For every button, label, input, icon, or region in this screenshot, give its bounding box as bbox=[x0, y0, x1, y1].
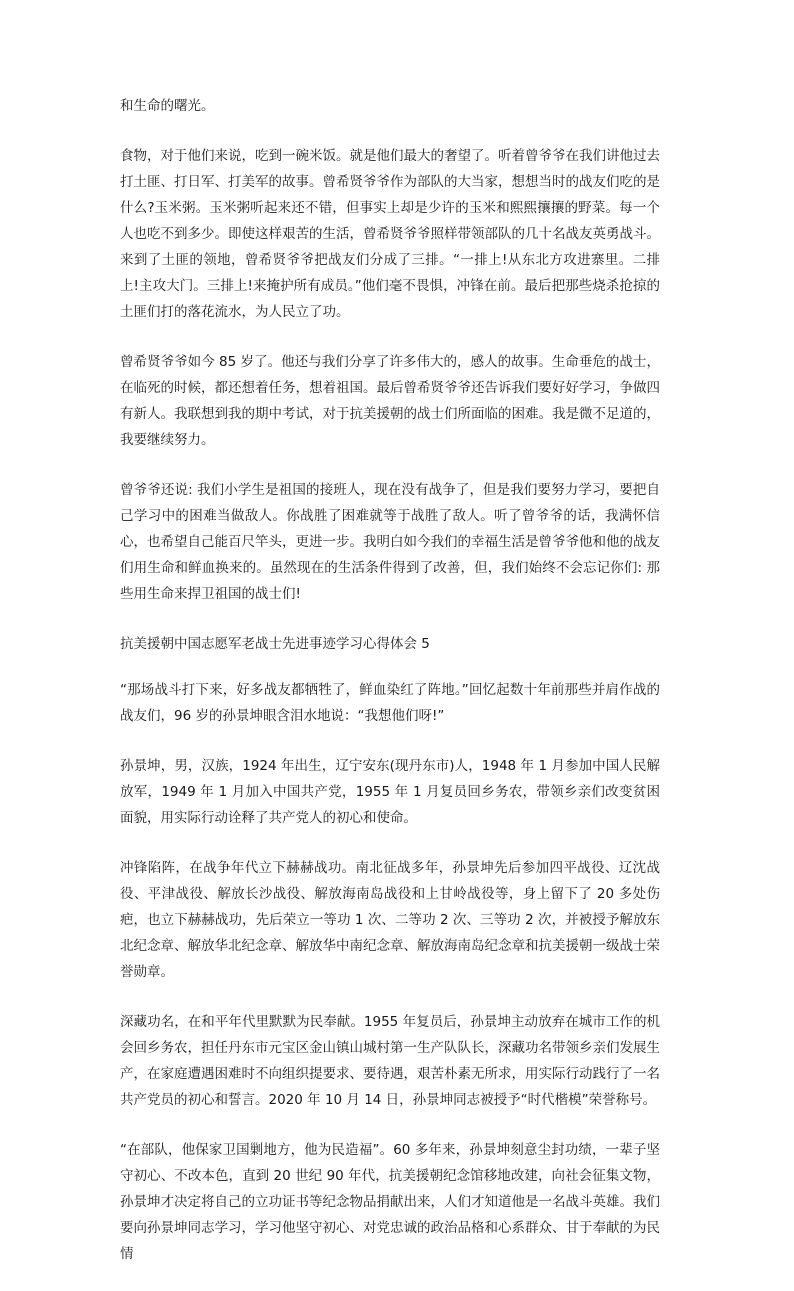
paragraph-closing-line: 和生命的曙光。 bbox=[120, 98, 215, 114]
paragraph-food-story: 食物，对于他们来说，吃到一碗米饭。就是他们最大的奢望了。听着曾爷爷在我们讲他过去打土匪、打日军、打美军的故事。曾希贤爷爷作为部队的大当家，想想当时的战友们吃的是什么?玉米粥。玉米粥听起来还不错，但事实上却是少许的玉米和熙熙攘攘的野菜。每一个人也吃不到多少。即使这样艰苦的生活，曾希贤爷爷照样带领部队的几十名战友英勇战斗。来到了土匪的领地，曾希贤爷爷把战友们分成了三排。“一排上!从东北方攻进寨里。二排上!主攻大门。三排上!来掩护所有成员。”他们毫不畏惧，冲锋在前。最后把那些烧杀抢掠的土匪们打的落花流水，为人民立了功。 bbox=[120, 148, 660, 320]
paragraph-learn-from-him: “在部队，他保家卫国剿地方，他为民造福”。60 多年来，孙景坤刻意尘封功绩，一辈子坚守初心、不改本色，直到 20 世纪 90 年代，抗美援朝纪念馆移地改建，向社会征集文物，孙景坤才决定将自己的立功证书等纪念物品捐献出来，人们才知道他是一名战斗英雄。我们要向孙景坤同志学习，学习他坚守初心、对党忠诚的政治品格和心系群众、甘于奉献的为民情 bbox=[120, 1142, 660, 1262]
document-body bbox=[120, 93, 660, 1291]
paragraph-biography: 孙景坤，男，汉族，1924 年出生，辽宁安东(现丹东市)人，1948 年 1 月参加中国人民解放军，1949 年 1 月加入中国共产党，1955 年 1 月复员回乡务农，带领乡亲们改变贫困面貌，用实际行动诠释了共产党人的初心和使命。 bbox=[120, 758, 660, 826]
paragraph-peacetime-service: 深藏功名，在和平年代里默默为民奉献。1955 年复员后，孙景坤主动放弃在城市工作的机会回乡务农，担任丹东市元宝区金山镇山城村第一生产队队长，深藏功名带领乡亲们发展生产，在家庭遭遇困难时不向组织提要求、要待遇，艰苦朴素无所求，用实际行动践行了一名共产党员的初心和誓言。2020 年 10 月 14 日，孙景坤同志被授予“时代楷模”荣誉称号。 bbox=[120, 1014, 660, 1108]
paragraph-grandpa-stories: 曾希贤爷爷如今 85 岁了。他还与我们分享了许多伟大的，感人的故事。生命垂危的战士，在临死的时候，都还想着任务，想着祖国。最后曾希贤爷爷还告诉我们要好好学习，争做四有新人。我联想到我的期中考试，对于抗美援朝的战士们所面临的困难。我是微不足道的，我要继续努力。 bbox=[120, 354, 660, 448]
paragraph-battle-memory: “那场战斗打下来，好多战友都牺牲了，鲜血染红了阵地。”回忆起数十年前那些并肩作战的战友们，96 岁的孙景坤眼含泪水地说：“我想他们呀!” bbox=[120, 682, 660, 724]
section-heading: 抗美援朝中国志愿军老战士先进事迹学习心得体会 5 bbox=[120, 636, 430, 652]
paragraph-grandpa-advice: 曾爷爷还说: 我们小学生是祖国的接班人，现在没有战争了，但是我们要努力学习，要把自己学习中的困难当做敌人。你战胜了困难就等于战胜了敌人。听了曾爷爷的话，我满怀信心，也希望自己能百尺竿头，更进一步。我明白如今我们的幸福生活是曾爷爷他和他的战友们用生命和鲜血换来的。虽然现在的生活条件得到了改善，但，我们始终不会忘记你们: 那些用生命来捍卫祖国的战士们! bbox=[120, 482, 660, 602]
paragraph-war-merits: 冲锋陷阵，在战争年代立下赫赫战功。南北征战多年，孙景坤先后参加四平战役、辽沈战役、平津战役、解放长沙战役、解放海南岛战役和上甘岭战役等，身上留下了 20 多处伤疤，也立下赫赫战功，先后荣立一等功 1 次、二等功 2 次、三等功 2 次，并被授予解放东北纪念章、解放华北纪念章、解放华中南纪念章、解放海南岛纪念章和抗美援朝一级战士荣誉勋章。 bbox=[120, 860, 660, 980]
